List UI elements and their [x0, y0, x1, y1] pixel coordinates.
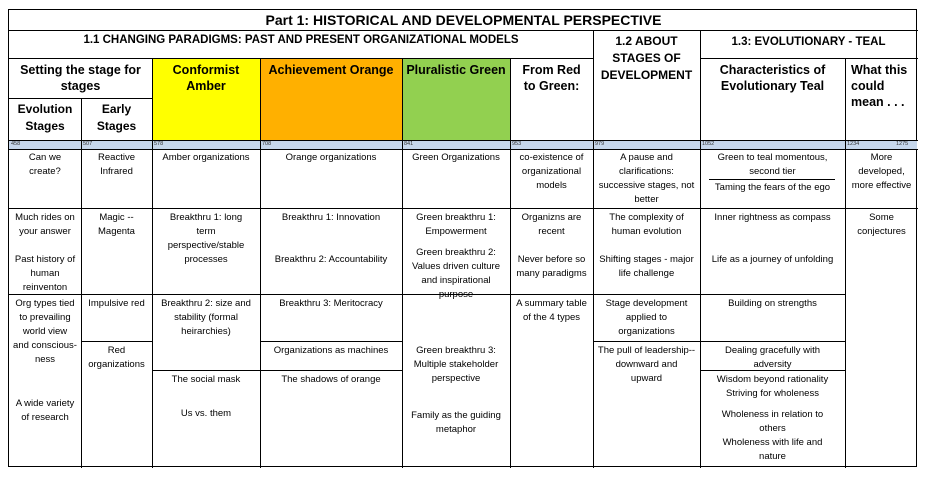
page-number-c8: 1052 — [702, 141, 715, 147]
c3-r4a: The social mask — [171, 374, 241, 385]
page-number-c6: 953 — [512, 141, 522, 147]
c8-r5d: Wholeness with life and nature — [722, 437, 823, 462]
orange-header: Achievement Orange — [268, 63, 394, 77]
c6-r3: A summary table of the 4 types — [516, 298, 587, 323]
c4-r2b: Breakthru 2: Accountability — [274, 254, 388, 265]
c2-r4: Red organizations — [88, 345, 145, 370]
c8-r5a: Wisdom beyond rationality — [716, 374, 829, 385]
row-line-teal-sub — [709, 179, 835, 180]
page-number-c9b: 1275 — [896, 141, 909, 147]
page-title: Part 1: HISTORICAL AND DEVELOPMENTAL PERSPECTIVE — [265, 12, 662, 28]
row-line-3-c4 — [260, 341, 402, 342]
c3-r2: Breakthru 1: long term perspective/stable processes — [167, 212, 245, 265]
c5-r3a: Green breakthru 3: Multiple stakeholder perspective — [413, 345, 499, 384]
row-line-numbar-top — [9, 140, 918, 141]
red-to-green-header: From Red to Green: — [522, 63, 581, 93]
row-line-numbar-bottom — [9, 149, 918, 150]
section-divider-right — [700, 58, 918, 59]
c8-r1: Green to teal momentous, second tier — [717, 152, 828, 177]
c8-r3: Building on strengths — [728, 298, 817, 309]
c1-r2b: Past history of human reinventon — [14, 254, 76, 293]
c8-r2a: Inner rightness as compass — [714, 212, 831, 223]
what-this-header: What this could mean . . . — [851, 63, 908, 109]
c7-r1: A pause and clarifications: successive stages, not better — [598, 152, 695, 205]
c2-r1: Reactive Infrared — [98, 152, 135, 177]
c9-r1: More developed, more effective — [851, 152, 912, 191]
col-line-6 — [593, 30, 594, 468]
section-1-2-header: 1.2 ABOUT STAGES OF DEVELOPMENT — [600, 34, 693, 82]
table-frame — [8, 9, 917, 467]
c4-r3: Breakthru 3: Meritocracy — [279, 298, 383, 309]
page-number-c3: 578 — [154, 141, 164, 147]
c7-r2b: Shifting stages - major life challenge — [599, 254, 694, 279]
c5-r2a: Green breakthru 1: Empowerment — [416, 212, 496, 237]
col-line-7 — [700, 30, 701, 468]
page-number-c4: 708 — [262, 141, 272, 147]
c6-r1: co-existence of organizational models — [519, 152, 584, 191]
c8-r2b: Life as a journey of unfolding — [711, 254, 834, 265]
page-number-c2: 507 — [83, 141, 93, 147]
page-number-c7: 979 — [595, 141, 605, 147]
page-number-c5: 841 — [404, 141, 414, 147]
early-stages-header: Early Stages — [96, 102, 137, 133]
row-line-3-c7c8 — [593, 341, 845, 342]
section-1-1-header: 1.1 CHANGING PARADIGMS: PAST AND PRESENT ORGANIZATIONAL MODELS — [83, 34, 519, 46]
c8-r4: Dealing gracefully with adversity — [724, 345, 821, 370]
c2-r3: Impulsive red — [88, 298, 145, 309]
row-line-2-left — [9, 294, 700, 295]
c8-r5b: Striving for wholeness — [726, 388, 819, 399]
row-line-2-teal — [700, 294, 845, 295]
c9-r2: Some conjectures — [857, 212, 906, 237]
c7-r4: The pull of leadership-- downward and upward — [597, 345, 696, 384]
c8-r5c: Wholeness in relation to others — [721, 409, 824, 434]
c5-r2b: Green breakthru 2: Values driven culture and inspirational purpose — [411, 247, 500, 300]
c4-r2a: Breakthru 1: Innovation — [281, 212, 381, 223]
c3-r4b: Us vs. them — [180, 408, 232, 419]
c3-r1: Amber organizations — [162, 152, 250, 163]
page-number-bar — [9, 140, 917, 149]
c7-r2a: The complexity of human evolution — [609, 212, 684, 237]
page-number-c9a: 1234 — [847, 141, 860, 147]
c1-r1: Can we create? — [28, 152, 62, 177]
c2-r2: Magic -- Magenta — [98, 212, 135, 237]
c3-r3: Breakthru 2: size and stability (formal heirarchies) — [161, 298, 251, 337]
c6-r2a: Organizns are recent — [521, 212, 582, 237]
evolution-stages-header: Evolution Stages — [17, 102, 73, 133]
row-line-3-c2 — [81, 341, 152, 342]
c5-r3b: Family as the guiding metaphor — [411, 410, 501, 435]
page-number-c1: 458 — [11, 141, 21, 147]
setting-stage-header: Setting the stage for stages — [20, 63, 141, 93]
row-line-4-c3c4 — [152, 370, 402, 371]
characteristics-header: Characteristics of Evolutionary Teal — [719, 63, 826, 93]
row-line-1 — [9, 208, 918, 209]
c4-r1: Orange organizations — [285, 152, 377, 163]
c4-r4: Organizations as machines — [273, 345, 389, 356]
c1-r3b: A wide variety of research — [15, 398, 75, 423]
c7-r3: Stage development applied to organizations — [605, 298, 688, 337]
amber-header: Conformist Amber — [172, 63, 240, 93]
c6-r2b: Never before so many paradigms — [516, 254, 587, 279]
c1-r2a: Much rides on your answer — [15, 212, 75, 237]
green-header: Pluralistic Green — [406, 63, 506, 77]
col-line-8 — [845, 58, 846, 468]
section-1-3-header: 1.3: EVOLUTIONARY - TEAL — [731, 36, 886, 48]
c8-r1b: Taming the fears of the ego — [714, 182, 831, 193]
c1-r3a: Org types tied to prevailing world view and conscious- ness — [13, 298, 77, 365]
c4-r5: The shadows of orange — [281, 374, 381, 385]
c5-r1: Green Organizations — [412, 152, 500, 163]
